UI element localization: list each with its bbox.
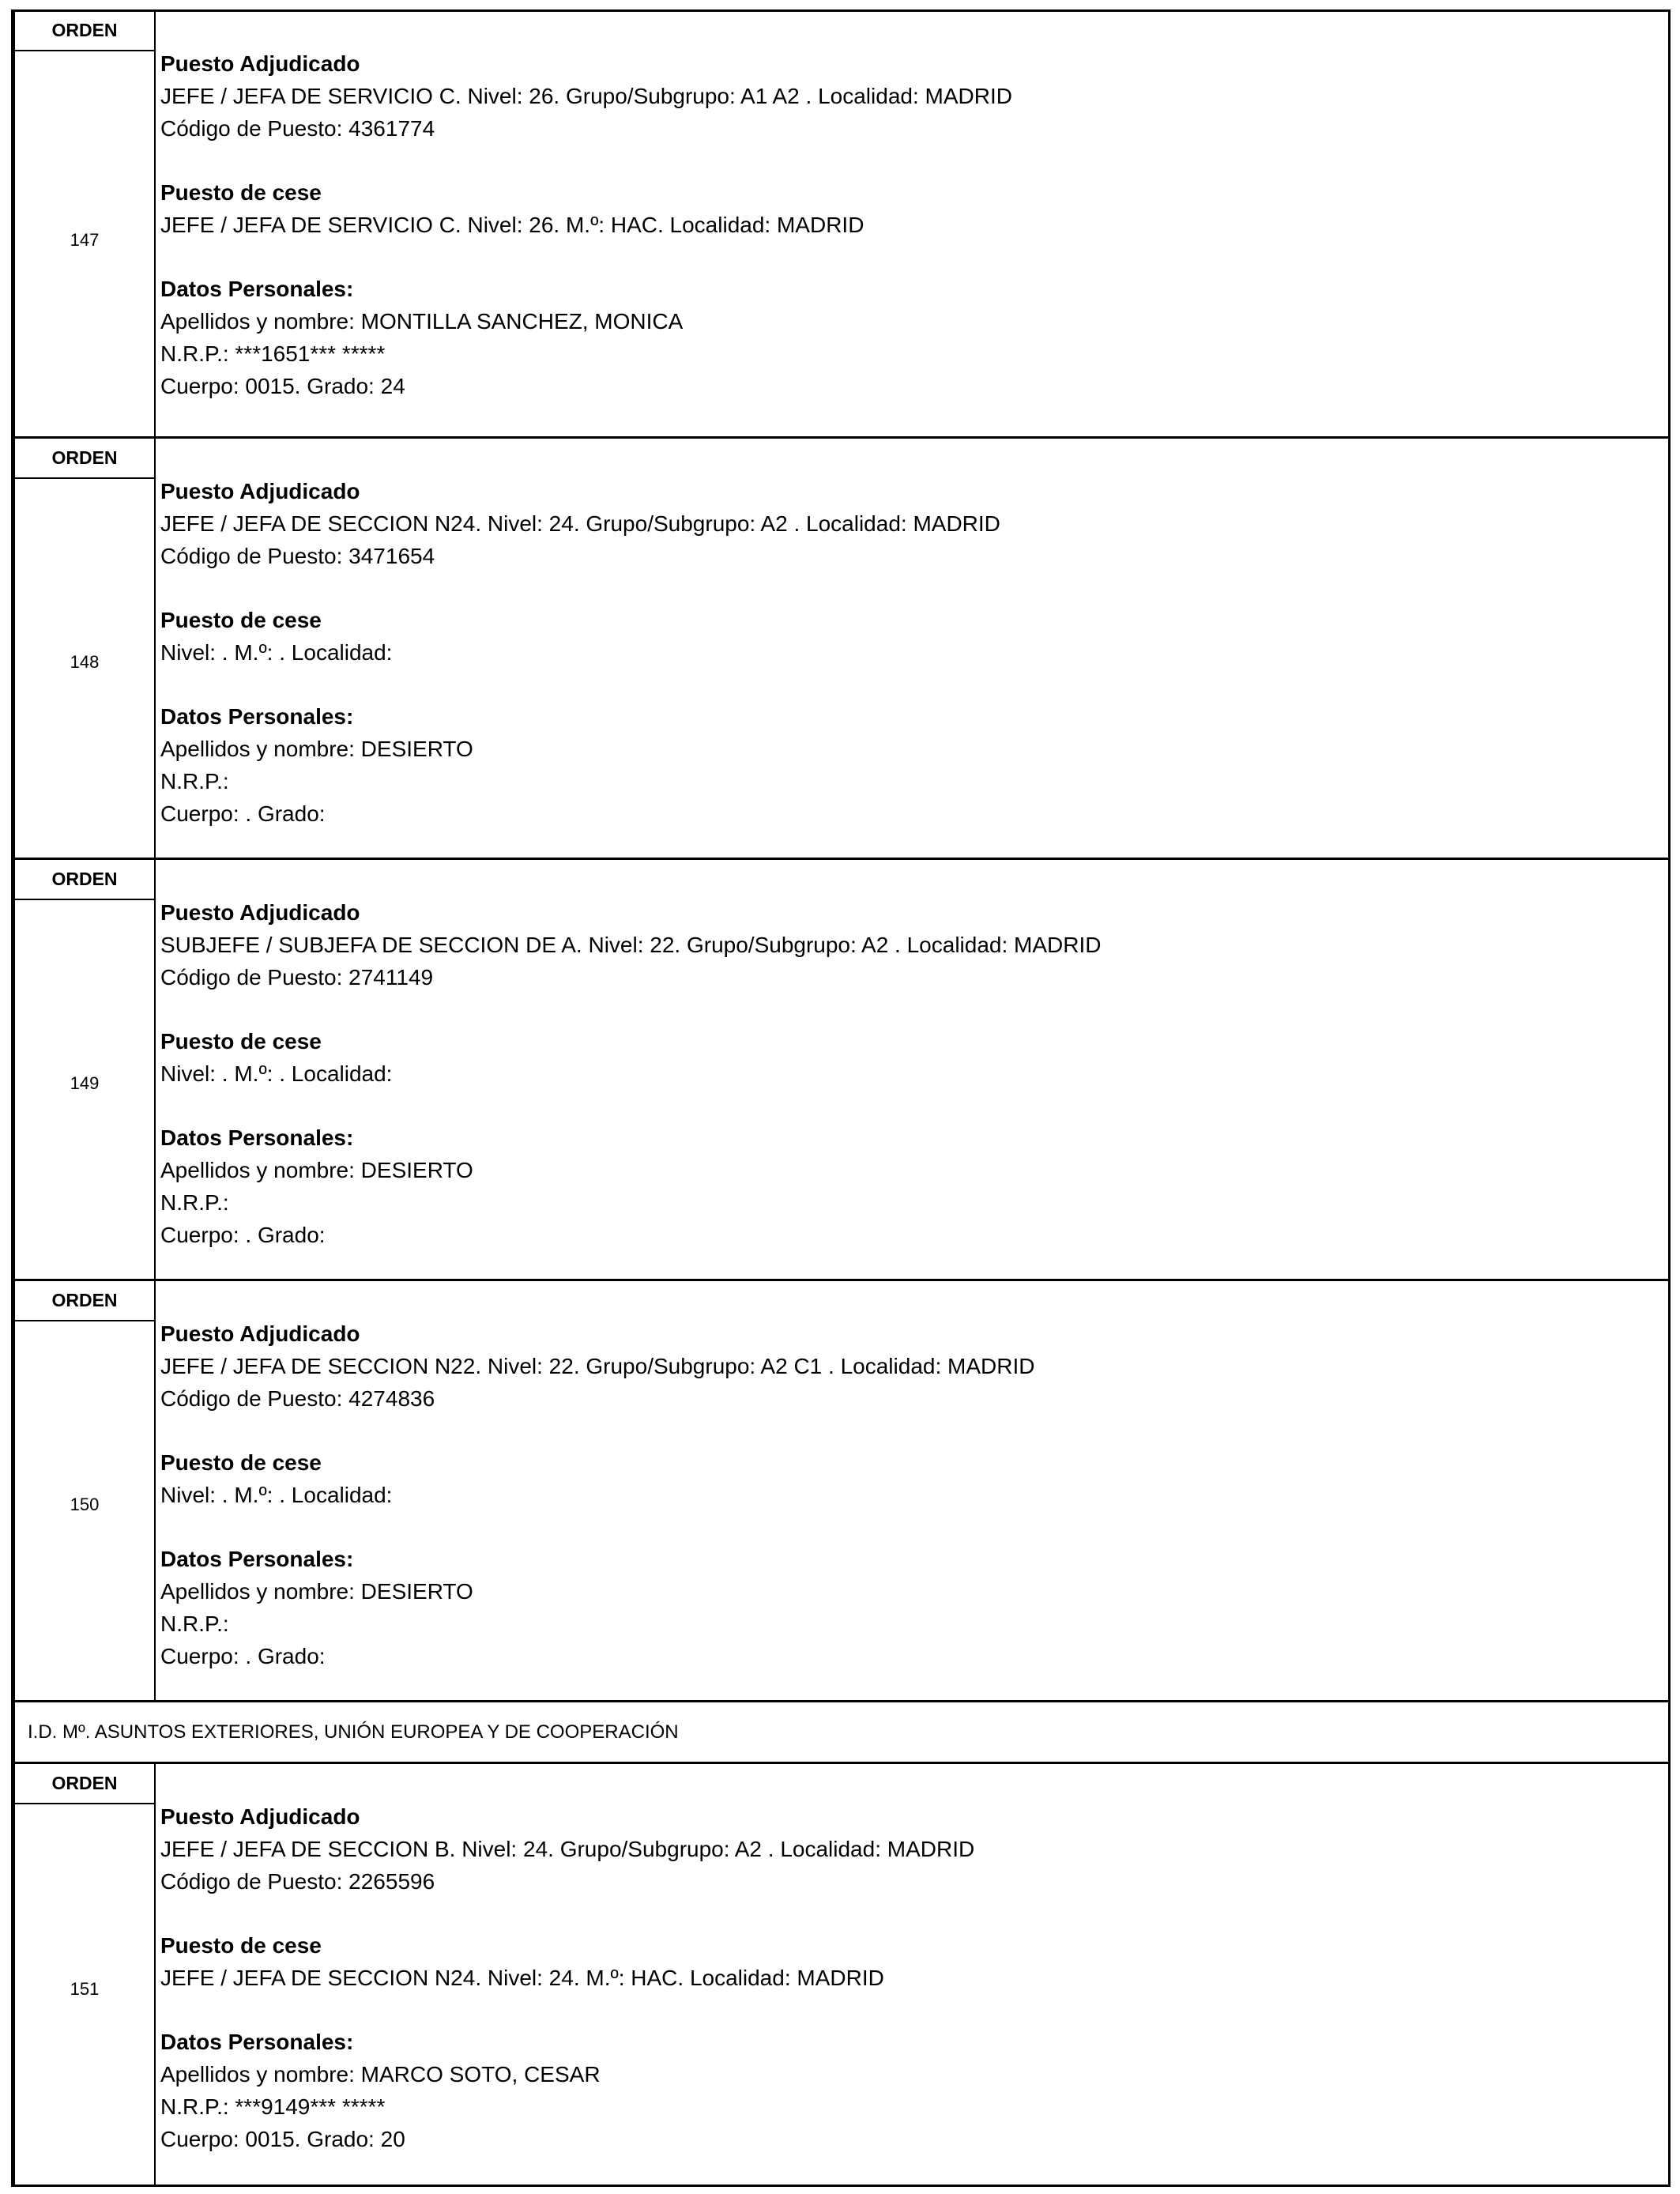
- orden-number: 151: [70, 1979, 100, 1999]
- entry-content: [160, 475, 1660, 830]
- cese-heading: Puesto de cese: [160, 1029, 322, 1054]
- adjudicado-line: SUBJEFE / SUBJEFA DE SECCION DE A. Nivel: 22. Grupo/Subgrupo: A2 . Localidad: MADRID: [160, 933, 1102, 957]
- codigo-puesto: Código de Puesto: 4274836: [160, 1386, 435, 1411]
- orden-label: ORDEN: [15, 1281, 154, 1321]
- orden-label: ORDEN: [15, 1764, 154, 1804]
- orden-number: 149: [70, 1073, 100, 1093]
- cese-line: JEFE / JEFA DE SERVICIO C. Nivel: 26. M.º: HAC. Localidad: MADRID: [160, 213, 864, 237]
- apellidos-nombre: Apellidos y nombre: DESIERTO: [160, 1158, 473, 1182]
- adjudicado-line: JEFE / JEFA DE SECCION N24. Nivel: 24. Grupo/Subgrupo: A2 . Localidad: MADRID: [160, 511, 1000, 536]
- cese-line: Nivel: . M.º: . Localidad:: [160, 1483, 393, 1507]
- apellidos-nombre: Apellidos y nombre: MARCO SOTO, CESAR: [160, 2062, 601, 2087]
- cuerpo-grado: Cuerpo: 0015. Grado: 24: [160, 374, 405, 398]
- adjudicado-heading: Puesto Adjudicado: [160, 900, 360, 925]
- adjudicado-line: JEFE / JEFA DE SECCION B. Nivel: 24. Grupo/Subgrupo: A2 . Localidad: MADRID: [160, 1837, 975, 1861]
- cuerpo-grado: Cuerpo: 0015. Grado: 20: [160, 2127, 405, 2151]
- cuerpo-grado: Cuerpo: . Grado:: [160, 1644, 326, 1668]
- orden-column: [15, 860, 156, 1279]
- apellidos-nombre: Apellidos y nombre: DESIERTO: [160, 1579, 473, 1604]
- orden-label: ORDEN: [15, 11, 154, 51]
- nrp: N.R.P.: ***9149*** *****: [160, 2094, 386, 2119]
- cese-line: Nivel: . M.º: . Localidad:: [160, 640, 393, 665]
- adjudicado-heading: Puesto Adjudicado: [160, 1321, 360, 1346]
- orden-column: [15, 1764, 156, 2185]
- entry-row: [11, 860, 1671, 1281]
- nrp: N.R.P.: ***1651*** *****: [160, 341, 386, 366]
- cese-heading: Puesto de cese: [160, 608, 322, 632]
- entry-content: [160, 47, 1660, 402]
- codigo-puesto: Código de Puesto: 4361774: [160, 116, 435, 141]
- personales-heading: Datos Personales:: [160, 1547, 354, 1571]
- nrp: N.R.P.:: [160, 769, 229, 794]
- adjudicado-heading: Puesto Adjudicado: [160, 1804, 360, 1829]
- cese-line: JEFE / JEFA DE SECCION N24. Nivel: 24. M.º: HAC. Localidad: MADRID: [160, 1966, 884, 1990]
- orden-column: [15, 1281, 156, 1700]
- cese-line: Nivel: . M.º: . Localidad:: [160, 1061, 393, 1086]
- entry-row: [11, 1764, 1671, 2187]
- codigo-puesto: Código de Puesto: 2265596: [160, 1869, 435, 1894]
- entry-row: [11, 439, 1671, 860]
- entry-content: [160, 1800, 1660, 2155]
- codigo-puesto: Código de Puesto: 2741149: [160, 965, 434, 990]
- entry-row: [11, 1281, 1671, 1702]
- cuerpo-grado: Cuerpo: . Grado:: [160, 801, 326, 826]
- orden-number: 147: [70, 230, 100, 250]
- orden-number: 150: [70, 1495, 100, 1514]
- adjudicado-heading: Puesto Adjudicado: [160, 479, 360, 503]
- nrp: N.R.P.:: [160, 1612, 229, 1636]
- nrp: N.R.P.:: [160, 1190, 229, 1215]
- entry-content: [160, 1318, 1660, 1672]
- personales-heading: Datos Personales:: [160, 1125, 354, 1150]
- orden-number: 148: [70, 652, 100, 672]
- personales-heading: Datos Personales:: [160, 277, 354, 301]
- adjudicado-line: JEFE / JEFA DE SERVICIO C. Nivel: 26. Grupo/Subgrupo: A1 A2 . Localidad: MADRID: [160, 84, 1012, 108]
- entry-content: [160, 896, 1660, 1251]
- cuerpo-grado: Cuerpo: . Grado:: [160, 1223, 326, 1247]
- personales-heading: Datos Personales:: [160, 704, 354, 729]
- apellidos-nombre: Apellidos y nombre: MONTILLA SANCHEZ, MONICA: [160, 309, 684, 334]
- orden-column: [15, 439, 156, 858]
- entry-row: [11, 11, 1671, 439]
- personales-heading: Datos Personales:: [160, 2030, 354, 2054]
- section-header: I.D. Mº. ASUNTOS EXTERIORES, UNIÓN EUROPEA Y DE COOPERACIÓN: [11, 1702, 1671, 1764]
- adjudicado-heading: Puesto Adjudicado: [160, 51, 360, 76]
- adjudicado-line: JEFE / JEFA DE SECCION N22. Nivel: 22. Grupo/Subgrupo: A2 C1 . Localidad: MADRID: [160, 1354, 1035, 1378]
- orden-column: [15, 11, 156, 436]
- codigo-puesto: Código de Puesto: 3471654: [160, 544, 435, 568]
- cese-heading: Puesto de cese: [160, 180, 322, 205]
- cese-heading: Puesto de cese: [160, 1450, 322, 1475]
- apellidos-nombre: Apellidos y nombre: DESIERTO: [160, 737, 473, 761]
- orden-label: ORDEN: [15, 439, 154, 479]
- cese-heading: Puesto de cese: [160, 1933, 322, 1958]
- orden-label: ORDEN: [15, 860, 154, 900]
